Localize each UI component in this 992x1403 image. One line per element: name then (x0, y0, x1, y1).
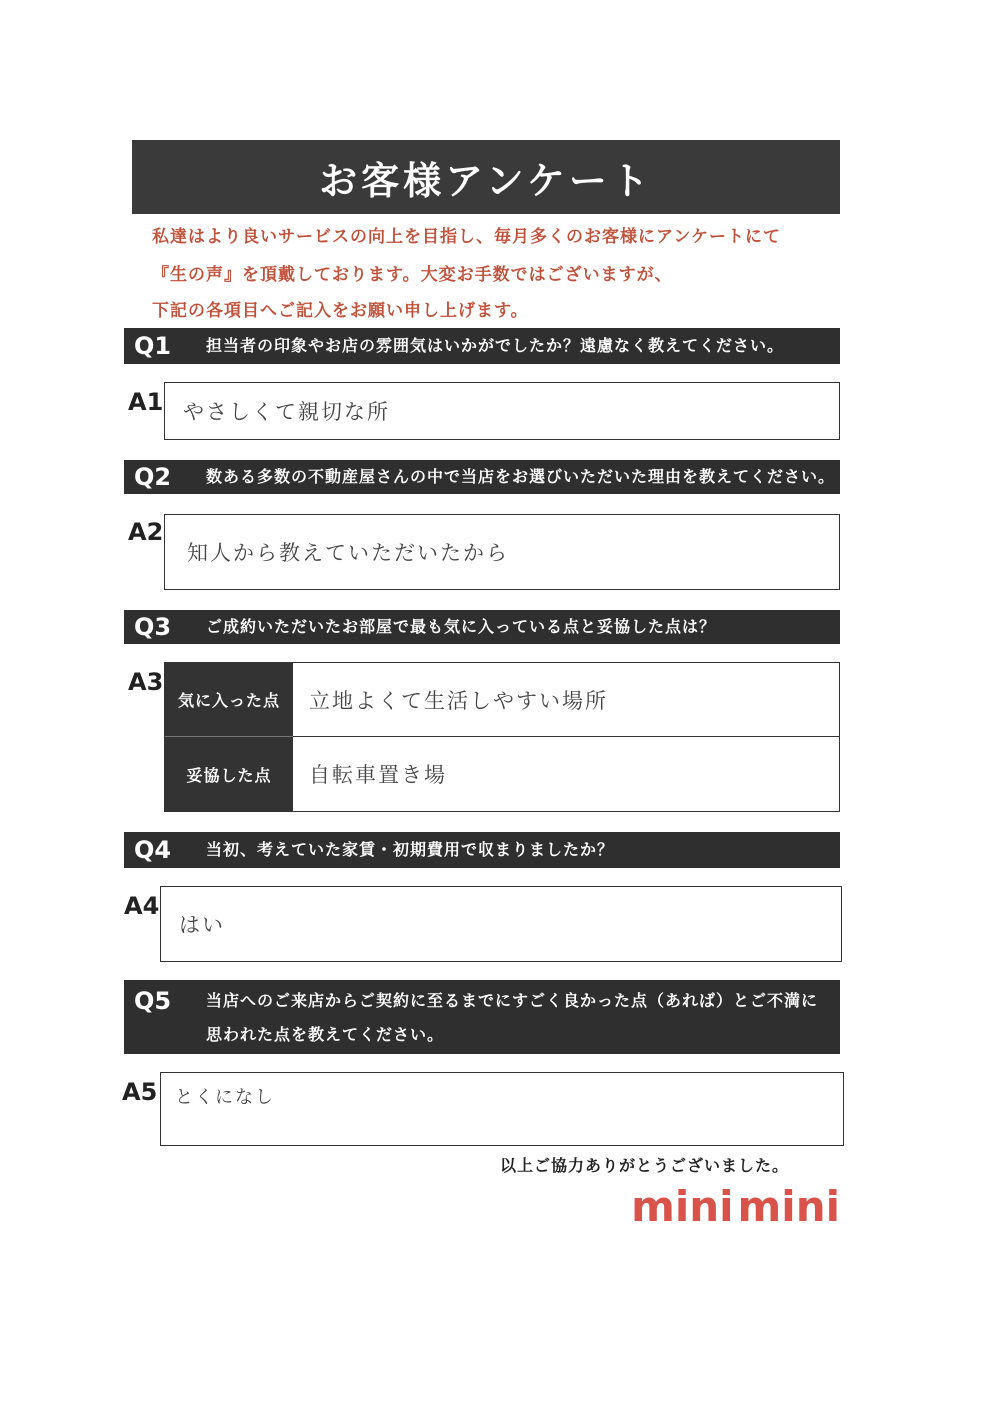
answer-5-box[interactable] (160, 1072, 844, 1146)
question-3 (124, 610, 840, 644)
answer-2-label: A2 (128, 518, 164, 546)
question-5-label: Q5 (134, 987, 172, 1015)
question-5 (124, 980, 840, 1054)
question-5-text-line-2: 思われた点を教えてください。 (206, 1025, 445, 1044)
question-1-text: 担当者の印象やお店の雰囲気はいかがでしたか？遠慮なく教えてください。 (206, 336, 785, 355)
survey-title: お客様アンケート (132, 140, 840, 214)
question-5-text (206, 984, 818, 1052)
closing-message: 以上ご協力ありがとうございました。 (500, 1156, 790, 1175)
answer-1-box[interactable] (164, 382, 840, 440)
logo-text-left: mini (631, 1181, 734, 1231)
question-1-label: Q1 (134, 332, 172, 360)
question-4-text: 当初、考えていた家賃・初期費用で収まりましたか？ (206, 840, 615, 859)
answer-3-table (164, 662, 840, 812)
liked-point-header: 気に入った点 (165, 663, 293, 737)
intro-line-2: 『生の声』を頂戴しております。大変お手数ではございますが、 (152, 265, 673, 285)
logo-text-right: mini (737, 1181, 840, 1231)
answer-2-value: 知人から教えていただいたから (187, 541, 509, 565)
intro-line-1: 私達はより良いサービスの向上を目指し、毎月多くのお客様にアンケートにて (152, 227, 781, 247)
question-4 (124, 832, 840, 868)
liked-point-cell[interactable] (293, 663, 839, 737)
answer-1-label: A1 (128, 388, 164, 416)
question-1 (124, 328, 840, 364)
minimini-logo (631, 1181, 840, 1231)
answer-4-value: はい (179, 913, 225, 937)
compromise-point-value: 自転車置き場 (309, 763, 447, 787)
question-4-label: Q4 (134, 836, 172, 864)
question-5-text-line-1: 当店へのご来店からご契約に至るまでにすごく良かった点（あれば）とご不満に (206, 991, 819, 1010)
answer-3-label: A3 (128, 668, 164, 696)
question-2 (124, 460, 840, 494)
answer-1-value: やさしくて親切な所 (183, 400, 390, 424)
liked-point-value: 立地よくて生活しやすい場所 (309, 688, 608, 713)
answer-5-label: A5 (122, 1078, 158, 1106)
compromise-point-cell[interactable] (293, 737, 839, 811)
answer-4-box[interactable] (160, 886, 842, 962)
question-2-label: Q2 (134, 463, 172, 491)
compromise-point-header: 妥協した点 (165, 737, 293, 811)
answer-4-label: A4 (124, 892, 160, 920)
answer-2-box[interactable] (164, 514, 840, 590)
question-3-label: Q3 (134, 613, 172, 641)
intro-line-3: 下記の各項目へご記入をお願い申し上げます。 (152, 301, 529, 321)
question-2-text: 数ある多数の不動産屋さんの中で当店をお選びいただいた理由を教えてください。 (206, 467, 836, 486)
answer-5-value: とくになし (175, 1087, 275, 1108)
question-3-text: ご成約いただいたお部屋で最も気に入っている点と妥協した点は？ (206, 617, 717, 636)
